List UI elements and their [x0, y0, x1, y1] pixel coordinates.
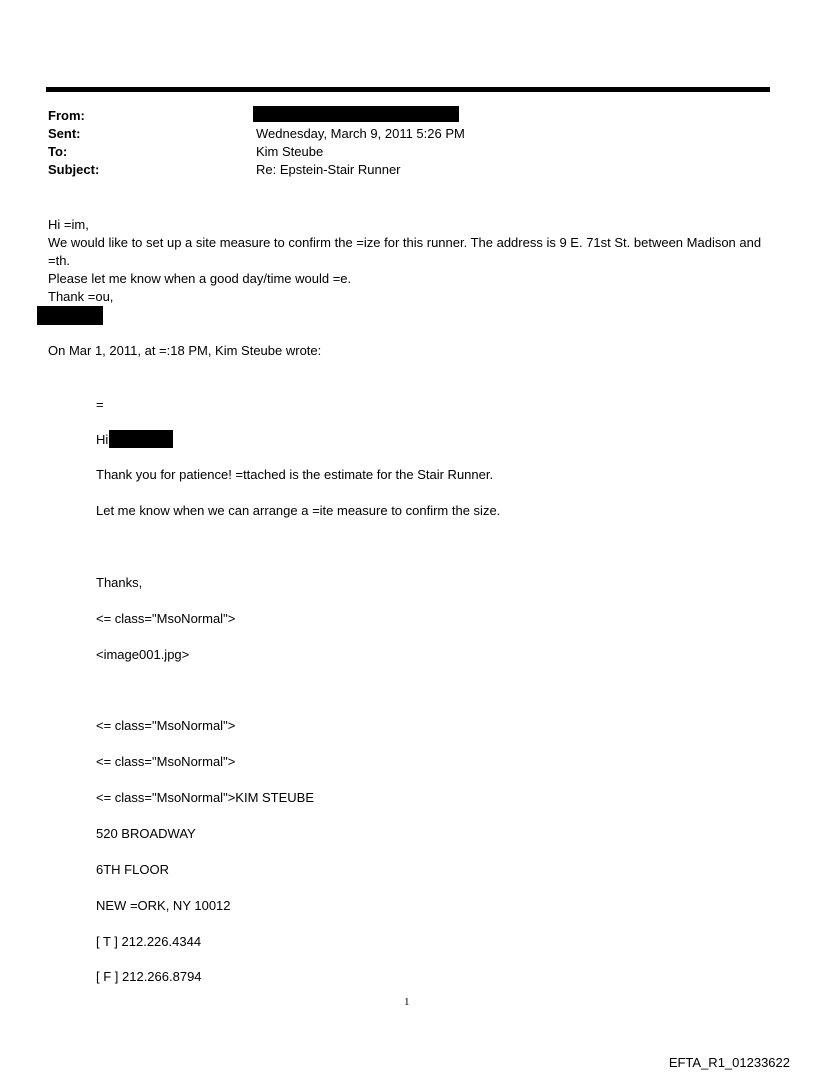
- subject-value: Re: Epstein-Stair Runner: [256, 162, 401, 177]
- address-line-3: NEW =ORK, NY 10012: [96, 898, 231, 913]
- quote-intro: On Mar 1, 2011, at =:18 PM, Kim Steube wrote:: [48, 343, 322, 358]
- body-line-2: Please let me know when a good day/time would =e.: [48, 271, 352, 286]
- from-label: From:: [48, 108, 85, 123]
- phone-line: [ T ] 212.226.4344: [96, 934, 202, 949]
- body-line-3: Thank =ou,: [48, 289, 114, 304]
- sent-value: Wednesday, March 9, 2011 5:26 PM: [256, 126, 465, 141]
- redacted-recipient: [109, 430, 173, 448]
- quote-mso-1: <= class="MsoNormal">: [96, 611, 236, 626]
- redacted-signature: [37, 306, 103, 325]
- quote-mso-2: <= class="MsoNormal">: [96, 718, 236, 733]
- sent-label: Sent:: [48, 126, 81, 141]
- address-line-1: 520 BROADWAY: [96, 826, 196, 841]
- to-value: Kim Steube: [256, 144, 324, 159]
- message-body: [48, 216, 768, 306]
- page-number: 1: [404, 996, 410, 1008]
- redacted-sender: [253, 106, 459, 122]
- quote-eq: =: [96, 397, 104, 412]
- to-label: To:: [48, 144, 68, 159]
- fax-line: [ F ] 212.266.8794: [96, 969, 202, 984]
- body-line-1: We would like to set up a site measure to confirm the =ize for this runner. The address is 9 E. 71st St. between Madison and =th.: [48, 235, 762, 268]
- quote-thanks-line: Thank you for patience! =ttached is the estimate for the Stair Runner.: [96, 467, 494, 482]
- greeting: Hi =im,: [48, 217, 89, 232]
- quote-image: <image001.jpg>: [96, 647, 190, 662]
- signature-name: <= class="MsoNormal">KIM STEUBE: [96, 790, 315, 805]
- quote-thanks: Thanks,: [96, 575, 143, 590]
- header-rule: [46, 87, 770, 92]
- quote-arrange-line: Let me know when we can arrange a =ite measure to confirm the size.: [96, 503, 501, 518]
- bates-number: EFTA_R1_01233622: [668, 1055, 790, 1070]
- quote-mso-3: <= class="MsoNormal">: [96, 754, 236, 769]
- quote-hi: Hi: [96, 432, 109, 447]
- subject-label: Subject:: [48, 162, 100, 177]
- address-line-2: 6TH FLOOR: [96, 862, 169, 877]
